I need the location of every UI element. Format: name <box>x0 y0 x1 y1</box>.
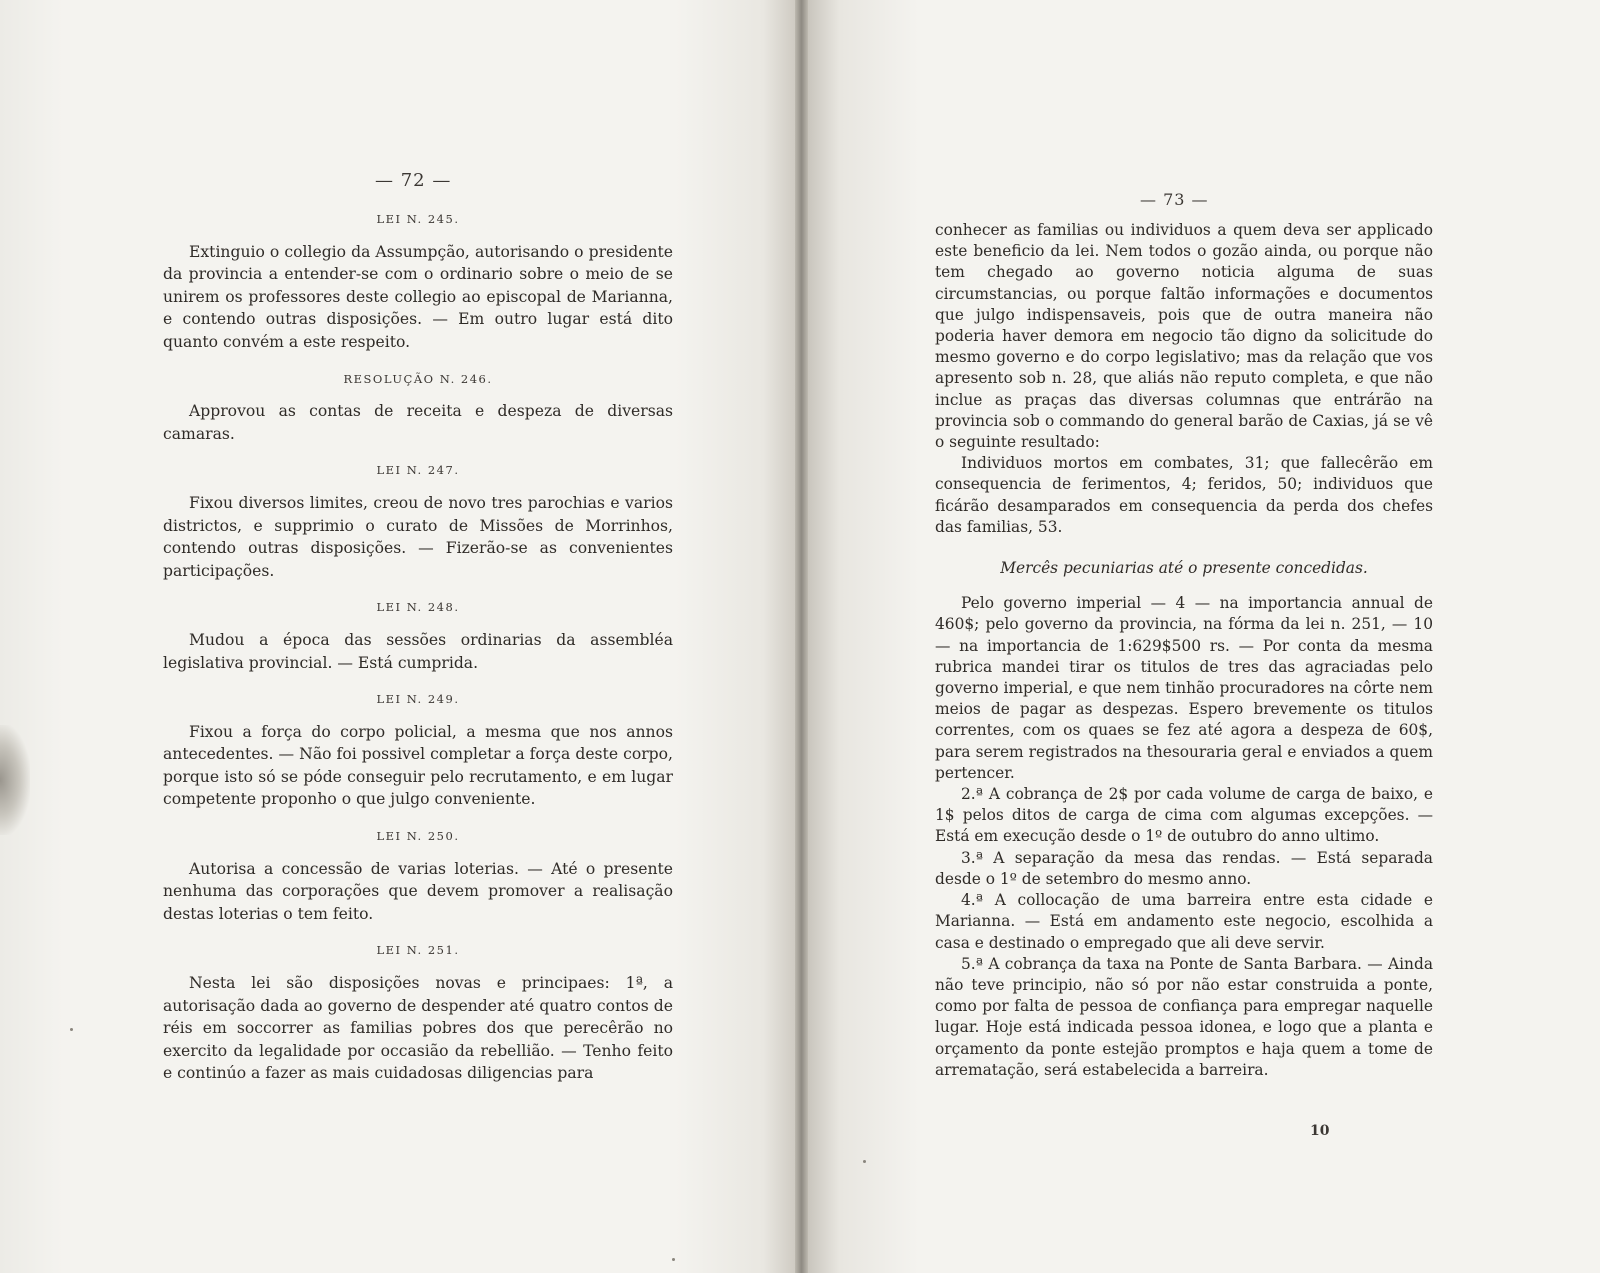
result-paragraph: Individuos mortos em combates, 31; que fallecêrão em consequencia de ferimentos, 4; feridos, 50; individuos que ficárão desamparados em consequencia da perda dos chefes das familias, 53. <box>935 454 1433 536</box>
printer-signature-mark: 10 <box>1310 1123 1330 1139</box>
section-subheading: Mercês pecuniarias até o presente concedidas. <box>1000 559 1368 578</box>
law-heading-245: LEI N. 245. <box>376 212 460 226</box>
law-heading-248: LEI N. 248. <box>376 600 460 615</box>
right-page-text <box>935 220 1433 1081</box>
paragraph-item-3: 3.ª A separação da mesa das rendas. — Está separada desde o 1º de setembro do mesmo anno. <box>935 848 1433 888</box>
law-text-246: Approvou as contas de receita e despeza de diversas camaras. <box>163 402 673 443</box>
paper-speck <box>863 1160 866 1163</box>
page-number-left: — 72 — <box>375 170 452 191</box>
law-text-248: Mudou a época das sessões ordinarias da assembléa legislativa provincial. — Está cumprida. <box>163 630 673 672</box>
law-heading-251: LEI N. 251. <box>376 943 460 958</box>
paper-speck <box>70 1028 73 1031</box>
law-heading-246: RESOLUÇÃO N. 246. <box>343 371 493 386</box>
paragraph-item-2: 2.ª A cobrança de 2$ por cada volume de carga de baixo, e 1$ pelos ditos de carga de cima com algumas excepções. — Está em execução desde o 1º de outubro do anno ultimo. <box>935 785 1433 846</box>
left-page-text <box>163 208 673 1085</box>
continued-paragraph: conhecer as familias ou individuos a quem deva ser applicado este beneficio da lei. Nem todos o gozão ainda, ou porque não tem chegado ao governo noticia alguma de suas circumstancias, ou porque faltão informações e documentos que julgo indispensaveis, pois que de outra maneira não poderia haver demora em negocio tão digno da solicitude do mesmo governo e do corpo legislativo; mas da relação que vos apresento sob n. 28, que aliás não reputo completa, e que não inclue as praças das diversas columnas que entrárão na provincia sob o commando do general barão de Caxias, já se vê o seguinte resultado: <box>935 221 1433 452</box>
law-heading-250: LEI N. 250. <box>376 829 460 844</box>
paragraph-governo-imperial: Pelo governo imperial — 4 — na importancia annual de 460$; pelo governo da provincia, na fórma da lei n. 251, — 10 — na importancia de 1:629$500 rs. — Por conta da mesma rubrica mandei tirar os titulos de tres das agraciadas pelo governo imperial, e que nem tinhão procuradores na côrte nem meios de pagar as despezas. Espero brevemente os titulos correntes, com os quaes se fez até agora a despeza de 60$, para serem registrados na thesouraria geral e enviados a quem pertencer. <box>935 594 1433 782</box>
law-text-245: Extinguio o collegio da Assumpção, autorisando o presidente da provincia a entender-se com o ordinario sobre o meio de se unirem os professores deste collegio ao episcopal de Marianna, e contendo outras disposições. — Em outro lugar está dito quanto convém a este respeito. <box>163 242 673 351</box>
page-edge-stain <box>0 725 30 835</box>
law-text-251: Nesta lei são disposições novas e principaes: 1ª, a autorisação dada ao governo de despender até quatro contos de réis em soccorrer as familias pobres dos que perecêrão no exercito da legalidade por occasião da rebellião. — Tenho feito e continúo a fazer as mais cuidadosas diligencias para <box>163 974 673 1083</box>
paragraph-item-4: 4.ª A collocação de uma barreira entre esta cidade e Marianna. — Está em andamento este negocio, escolhida a casa e destinado o empregado que ali deve servir. <box>935 891 1433 952</box>
paragraph-item-5: 5.ª A cobrança da taxa na Ponte de Santa Barbara. — Ainda não teve principio, não só por não estar construida a ponte, como por falta de pessoa de confiança para empregar naquelle lugar. Hoje está indicada pessoa idonea, e logo que a planta e orçamento da ponte estejão promptos e haja quem a tome de arrematação, será estabelecida a barreira. <box>935 954 1433 1079</box>
law-heading-247: LEI N. 247. <box>376 463 460 478</box>
page-number-right: — 73 — <box>1140 190 1209 209</box>
law-text-247: Fixou diversos limites, creou de novo tres parochias e varios districtos, e supprimio o curato de Missões de Morrinhos, contendo outras disposições. — Fizerão-se as convenientes participações. <box>163 493 673 580</box>
paper-speck <box>672 1258 675 1261</box>
law-heading-249: LEI N. 249. <box>376 692 460 707</box>
law-text-250: Autorisa a concessão de varias loterias. — Até o presente nenhuma das corporações que devem promover a realisação destas loterias o tem feito. <box>163 859 673 923</box>
left-page <box>0 0 795 1273</box>
book-gutter <box>795 0 808 1273</box>
law-text-249: Fixou a força do corpo policial, a mesma que nos annos antecedentes. — Não foi possivel completar a força deste corpo, porque isto só se póde conseguir pelo recrutamento, e em lugar competente proponho o que julgo conveniente. <box>163 722 673 809</box>
